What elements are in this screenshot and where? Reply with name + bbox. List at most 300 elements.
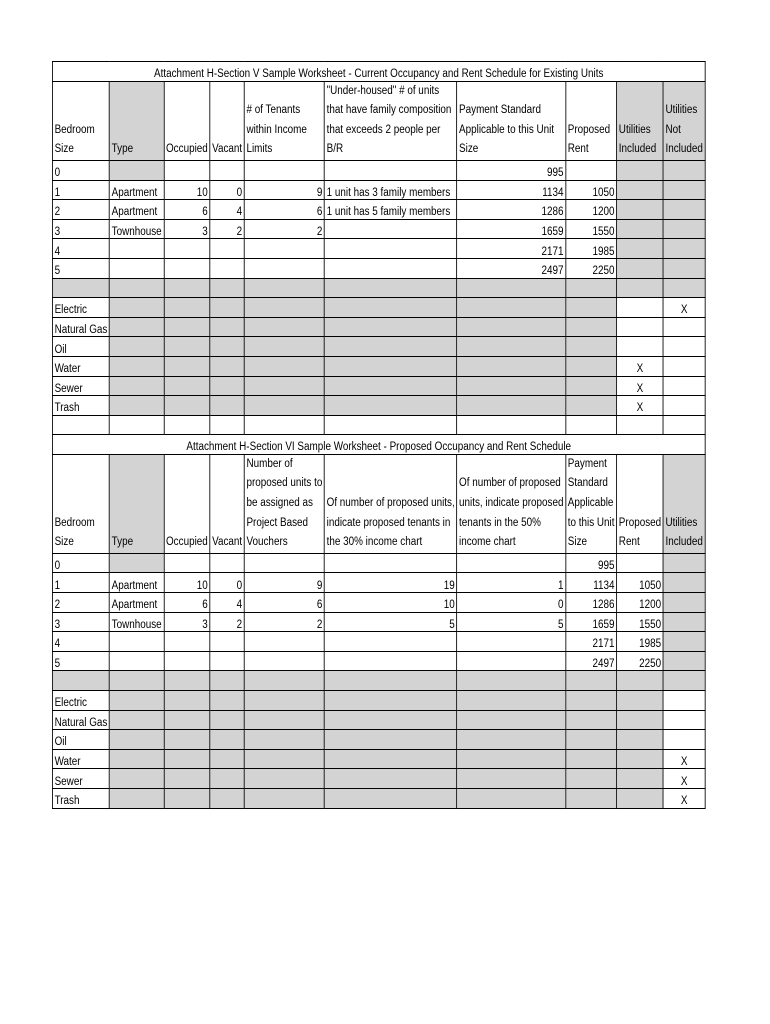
worksheet-table (52, 61, 705, 809)
empty-cell (566, 376, 617, 396)
table-cell: 10 (324, 593, 456, 613)
empty-cell (244, 356, 324, 376)
empty-cell (566, 788, 617, 808)
column-header (52, 454, 109, 553)
table-cell (617, 160, 664, 180)
table-cell (109, 239, 163, 259)
empty-cell (457, 671, 566, 691)
empty-cell (164, 769, 210, 789)
utility-row (52, 356, 705, 376)
table-cell: 6 (244, 593, 324, 613)
column-header-line: to this Unit (567, 516, 615, 529)
empty-cell (663, 671, 705, 691)
empty-cell (109, 671, 163, 691)
column-header (244, 81, 324, 160)
column-header (109, 81, 163, 160)
empty-cell (457, 710, 566, 730)
data-row (52, 632, 705, 652)
empty-cell (109, 691, 163, 711)
table-cell: 9 (244, 573, 324, 593)
empty-cell (324, 788, 456, 808)
empty-cell (324, 356, 456, 376)
empty-cell (457, 788, 566, 808)
empty-cell (244, 278, 324, 298)
column-header (566, 81, 617, 160)
column-header (324, 454, 456, 553)
column-header-line: Included (618, 143, 657, 156)
empty-cell (324, 671, 456, 691)
utility-row (52, 396, 705, 416)
utility-name: Natural Gas (52, 710, 109, 730)
utility-name: Oil (52, 337, 109, 357)
data-row (52, 160, 705, 180)
empty-cell (164, 730, 210, 750)
column-header-line: Included (665, 536, 703, 549)
table-cell: 1985 (566, 239, 617, 259)
column-header (164, 454, 210, 553)
empty-cell (324, 769, 456, 789)
section-vi-header (52, 454, 705, 553)
table-cell (663, 632, 705, 652)
table-cell (324, 160, 456, 180)
empty-cell (210, 396, 244, 416)
empty-cell (566, 769, 617, 789)
column-header-line: Proposed (618, 516, 662, 529)
table-cell (617, 180, 664, 200)
empty-cell (164, 749, 210, 769)
column-header-line: Utilities (665, 516, 698, 529)
empty-cell (109, 415, 163, 435)
table-cell: 3 (164, 612, 210, 632)
empty-cell (210, 298, 244, 318)
column-header-line: Rent (618, 536, 640, 549)
empty-cell (210, 415, 244, 435)
table-cell (210, 239, 244, 259)
utilities-not-included-mark (663, 317, 705, 337)
section-v-header (52, 81, 705, 160)
section-v-title (52, 62, 705, 82)
column-header-line: Payment (567, 457, 607, 470)
data-row (52, 593, 705, 613)
empty-cell (244, 788, 324, 808)
empty-cell (109, 749, 163, 769)
table-cell: 1550 (617, 612, 664, 632)
utilities-included-mark (663, 730, 705, 750)
column-header (566, 454, 617, 553)
table-cell: 0 (210, 180, 244, 200)
column-header-line: that have family composition (326, 104, 452, 117)
column-header-line: Size (459, 143, 479, 156)
table-cell: 2497 (566, 651, 617, 671)
table-cell: 0 (457, 593, 566, 613)
column-header (663, 454, 705, 553)
empty-cell (566, 691, 617, 711)
section-vi-title-text: Attachment H-Section VI Sample Worksheet - Proposed Occupancy and Rent Schedule (52, 435, 705, 455)
empty-cell (52, 415, 109, 435)
utilities-not-included-mark (663, 396, 705, 416)
table-cell: 1985 (617, 632, 664, 652)
empty-cell (244, 317, 324, 337)
table-cell (244, 160, 324, 180)
empty-cell (52, 671, 109, 691)
column-header-line: Bedroom (54, 123, 95, 136)
table-cell: 2 (52, 200, 109, 220)
data-row (52, 553, 705, 573)
empty-cell (244, 298, 324, 318)
column-header-line: Size (54, 536, 74, 549)
table-cell: 1134 (566, 573, 617, 593)
column-header (617, 454, 664, 553)
utility-row (52, 337, 705, 357)
table-cell: 4 (52, 632, 109, 652)
table-cell (324, 258, 456, 278)
spacer-row (52, 671, 705, 691)
table-cell (244, 553, 324, 573)
table-cell (663, 219, 705, 239)
empty-cell (617, 749, 664, 769)
table-cell (164, 651, 210, 671)
column-header-line: Vacant (212, 536, 243, 549)
utility-name: Water (52, 356, 109, 376)
empty-cell (617, 691, 664, 711)
empty-cell (457, 278, 566, 298)
empty-cell (109, 278, 163, 298)
column-header-line: Applicable (567, 497, 614, 510)
table-cell (324, 632, 456, 652)
column-header-line: Type (111, 536, 134, 549)
table-cell (566, 160, 617, 180)
empty-cell (164, 376, 210, 396)
empty-cell (457, 396, 566, 416)
utility-row (52, 788, 705, 808)
table-cell: 2250 (566, 258, 617, 278)
column-header-line: the 30% income chart (326, 536, 423, 549)
column-header-line: Proposed (567, 123, 611, 136)
table-cell: 1659 (457, 219, 566, 239)
column-header (457, 454, 566, 553)
empty-cell (210, 278, 244, 298)
empty-cell (109, 769, 163, 789)
empty-cell (244, 710, 324, 730)
empty-cell (617, 769, 664, 789)
table-cell (617, 553, 664, 573)
table-cell: 0 (52, 160, 109, 180)
empty-cell (566, 730, 617, 750)
column-header (109, 454, 163, 553)
table-cell: 0 (210, 573, 244, 593)
table-cell: 2 (244, 612, 324, 632)
column-header (663, 81, 705, 160)
empty-cell (324, 337, 456, 357)
table-cell (164, 258, 210, 278)
empty-cell (109, 730, 163, 750)
empty-cell (244, 691, 324, 711)
empty-cell (617, 710, 664, 730)
table-cell: 5 (324, 612, 456, 632)
empty-cell (244, 415, 324, 435)
empty-cell (566, 710, 617, 730)
empty-cell (617, 788, 664, 808)
data-row (52, 239, 705, 259)
table-cell: Apartment (109, 573, 163, 593)
table-cell: 1050 (617, 573, 664, 593)
table-cell: 1134 (457, 180, 566, 200)
table-cell (324, 651, 456, 671)
empty-cell (210, 788, 244, 808)
table-cell: 1286 (566, 593, 617, 613)
table-cell: 2250 (617, 651, 664, 671)
empty-cell (324, 376, 456, 396)
empty-cell (210, 317, 244, 337)
utilities-not-included-mark: X (663, 298, 705, 318)
utilities-included-mark (617, 337, 664, 357)
table-cell (617, 239, 664, 259)
table-cell: 19 (324, 573, 456, 593)
utility-row (52, 691, 705, 711)
empty-cell (210, 769, 244, 789)
table-cell (457, 632, 566, 652)
utilities-included-mark: X (617, 376, 664, 396)
column-header-line: income chart (459, 536, 516, 549)
column-header-line: Project Based (246, 516, 309, 529)
empty-cell (109, 298, 163, 318)
empty-cell (210, 376, 244, 396)
table-cell (324, 239, 456, 259)
empty-cell (457, 298, 566, 318)
empty-cell (457, 415, 566, 435)
empty-cell (566, 278, 617, 298)
column-header (617, 81, 664, 160)
column-header-line: Type (111, 143, 134, 156)
empty-cell (457, 376, 566, 396)
table-cell: 1200 (617, 593, 664, 613)
empty-cell (109, 396, 163, 416)
table-cell: 1200 (566, 200, 617, 220)
empty-cell (324, 278, 456, 298)
empty-cell (457, 730, 566, 750)
utility-row (52, 730, 705, 750)
empty-cell (457, 356, 566, 376)
empty-cell (164, 298, 210, 318)
column-header (457, 81, 566, 160)
column-header-line: Rent (567, 143, 589, 156)
empty-cell (164, 788, 210, 808)
empty-cell (663, 278, 705, 298)
empty-cell (324, 415, 456, 435)
data-row (52, 258, 705, 278)
empty-cell (457, 337, 566, 357)
table-cell: 995 (566, 553, 617, 573)
table-cell (244, 258, 324, 278)
column-header-line: Bedroom (54, 516, 95, 529)
empty-cell (52, 278, 109, 298)
table-cell: 1286 (457, 200, 566, 220)
empty-cell (210, 671, 244, 691)
table-cell: 3 (164, 219, 210, 239)
empty-cell (617, 671, 664, 691)
empty-cell (566, 671, 617, 691)
empty-cell (164, 337, 210, 357)
empty-cell (566, 396, 617, 416)
section-vi-title (52, 435, 705, 455)
empty-cell (566, 749, 617, 769)
table-cell (457, 553, 566, 573)
empty-cell (566, 317, 617, 337)
empty-cell (210, 730, 244, 750)
empty-cell (324, 730, 456, 750)
utilities-not-included-mark (663, 356, 705, 376)
empty-cell (109, 337, 163, 357)
table-cell: 10 (164, 180, 210, 200)
utilities-included-mark: X (617, 396, 664, 416)
table-cell (164, 553, 210, 573)
empty-cell (164, 671, 210, 691)
table-cell (663, 258, 705, 278)
worksheet-body (52, 62, 705, 809)
table-cell: 1550 (566, 219, 617, 239)
table-cell (663, 593, 705, 613)
table-cell: 2 (244, 219, 324, 239)
table-cell: 4 (210, 200, 244, 220)
column-header (52, 81, 109, 160)
table-cell: 5 (52, 651, 109, 671)
empty-cell (566, 337, 617, 357)
table-cell: 1 unit has 3 family members (324, 180, 456, 200)
table-cell (164, 160, 210, 180)
empty-cell (457, 749, 566, 769)
empty-cell (663, 415, 705, 435)
table-cell: 6 (164, 200, 210, 220)
table-cell: 9 (244, 180, 324, 200)
utilities-included-mark: X (663, 749, 705, 769)
empty-cell (617, 415, 664, 435)
table-cell: Apartment (109, 200, 163, 220)
empty-cell (210, 356, 244, 376)
table-cell (663, 239, 705, 259)
spacer-row (52, 278, 705, 298)
column-header-line: Utilities (665, 104, 698, 117)
table-cell: 2171 (457, 239, 566, 259)
column-header (324, 81, 456, 160)
empty-cell (566, 298, 617, 318)
empty-cell (109, 376, 163, 396)
table-cell (210, 632, 244, 652)
utilities-included-mark (617, 298, 664, 318)
table-cell (457, 651, 566, 671)
table-cell (210, 553, 244, 573)
table-cell (164, 632, 210, 652)
empty-cell (457, 317, 566, 337)
table-cell: 2171 (566, 632, 617, 652)
table-cell: 4 (52, 239, 109, 259)
empty-cell (244, 671, 324, 691)
empty-cell (324, 749, 456, 769)
empty-cell (164, 396, 210, 416)
utility-name: Natural Gas (52, 317, 109, 337)
column-header-line: that exceeds 2 people per (326, 123, 441, 136)
table-cell (663, 160, 705, 180)
table-cell (244, 651, 324, 671)
column-header-line: Number of (246, 457, 293, 470)
table-cell (617, 219, 664, 239)
empty-cell (244, 730, 324, 750)
column-header-line: proposed units to (246, 477, 323, 490)
column-header-line: Size (54, 143, 74, 156)
empty-cell (324, 298, 456, 318)
utility-name: Oil (52, 730, 109, 750)
empty-cell (109, 317, 163, 337)
empty-cell (164, 710, 210, 730)
empty-cell (244, 337, 324, 357)
table-cell: 3 (52, 612, 109, 632)
utilities-not-included-mark (663, 337, 705, 357)
table-cell (109, 632, 163, 652)
empty-cell (617, 730, 664, 750)
table-cell: 6 (164, 593, 210, 613)
column-header (210, 454, 244, 553)
utilities-included-mark (663, 691, 705, 711)
empty-cell (210, 337, 244, 357)
empty-cell (324, 710, 456, 730)
table-cell (324, 219, 456, 239)
empty-cell (244, 376, 324, 396)
table-cell (244, 239, 324, 259)
empty-cell (324, 691, 456, 711)
utility-row (52, 298, 705, 318)
table-cell: 1 unit has 5 family members (324, 200, 456, 220)
column-header-line: within Income (246, 123, 307, 136)
table-cell: 2 (52, 593, 109, 613)
utility-row (52, 376, 705, 396)
empty-cell (164, 691, 210, 711)
table-cell: 5 (457, 612, 566, 632)
empty-cell (109, 356, 163, 376)
table-cell (109, 160, 163, 180)
table-cell (210, 258, 244, 278)
column-header-line: tenants in the 50% (459, 516, 541, 529)
utility-row (52, 769, 705, 789)
utility-name: Electric (52, 298, 109, 318)
utility-name: Trash (52, 788, 109, 808)
empty-cell (566, 356, 617, 376)
table-cell (324, 553, 456, 573)
utility-name: Electric (52, 691, 109, 711)
table-cell: Apartment (109, 593, 163, 613)
table-cell: 1659 (566, 612, 617, 632)
utilities-included-mark: X (663, 788, 705, 808)
table-cell (617, 200, 664, 220)
column-header-line: Limits (246, 143, 273, 156)
data-row (52, 200, 705, 220)
table-cell: 995 (457, 160, 566, 180)
column-header-line: units, indicate proposed (459, 497, 564, 510)
column-header-line: Utilities (618, 123, 651, 136)
empty-cell (566, 415, 617, 435)
table-cell: 6 (244, 200, 324, 220)
table-cell: 1050 (566, 180, 617, 200)
empty-cell (244, 749, 324, 769)
table-cell (663, 180, 705, 200)
table-cell (210, 160, 244, 180)
column-header-line: Included (665, 143, 703, 156)
empty-cell (210, 749, 244, 769)
utility-row (52, 317, 705, 337)
table-cell: 2497 (457, 258, 566, 278)
empty-cell (210, 710, 244, 730)
table-cell (663, 612, 705, 632)
utilities-included-mark: X (663, 769, 705, 789)
column-header-line: Of number of proposed (459, 477, 561, 490)
